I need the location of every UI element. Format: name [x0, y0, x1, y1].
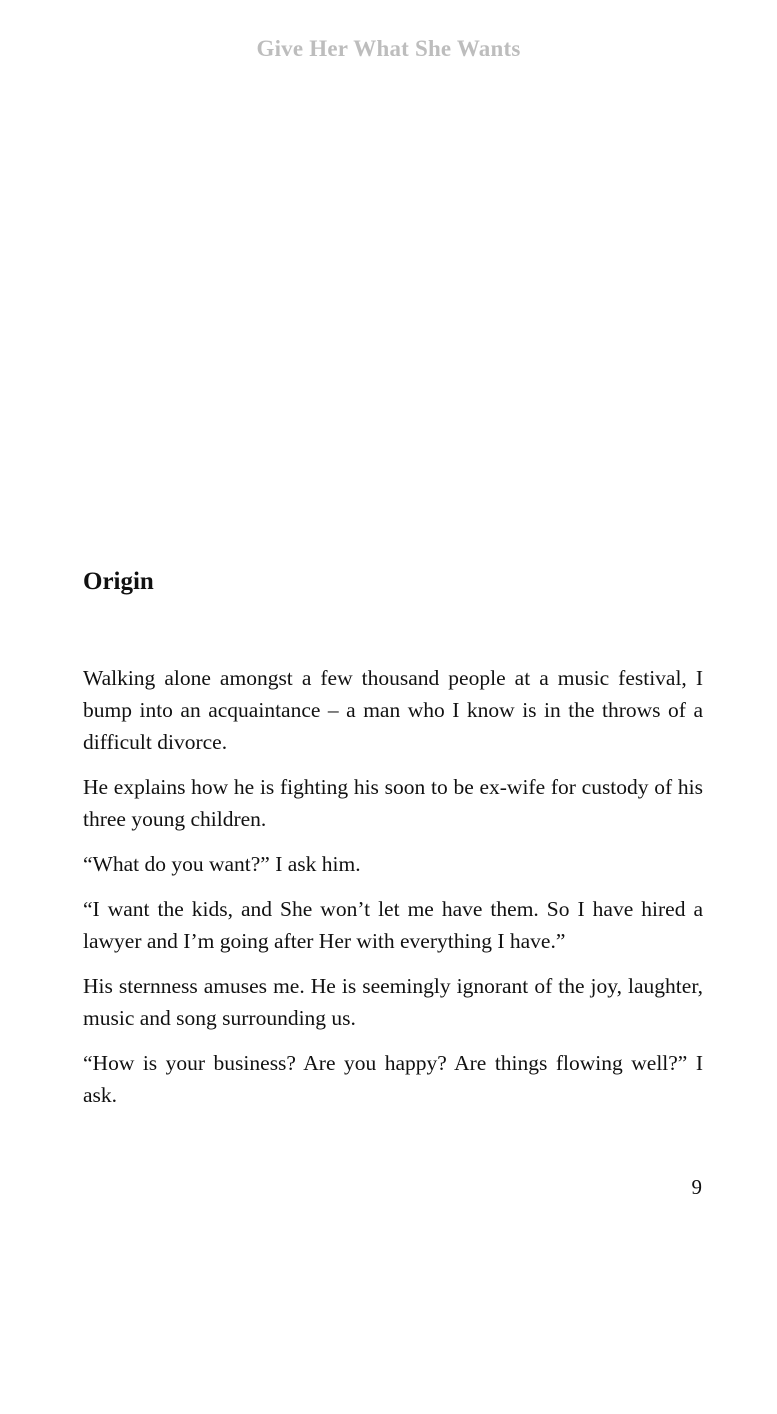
paragraph: His sternness amuses me. He is seemingly ignorant of the joy, laughter, music and song surrounding us.	[83, 974, 703, 1030]
paragraph: “I want the kids, and She won’t let me have them. So I have hired a lawyer and I’m going after Her with everything I have.”	[83, 897, 703, 953]
chapter-body	[83, 662, 703, 1124]
page-number: 9	[691, 1175, 702, 1199]
running-header: Give Her What She Wants	[256, 36, 521, 61]
paragraph: Walking alone amongst a few thousand people at a music festival, I bump into an acquaintance – a man who I know is in the throws of a difficult divorce.	[83, 666, 703, 754]
chapter-title: Origin	[83, 568, 154, 595]
paragraph: “How is your business? Are you happy? Are things flowing well?” I ask.	[83, 1051, 703, 1107]
paragraph: He explains how he is fighting his soon to be ex-wife for custody of his three young children.	[83, 775, 703, 831]
paragraph: “What do you want?” I ask him.	[83, 852, 361, 876]
